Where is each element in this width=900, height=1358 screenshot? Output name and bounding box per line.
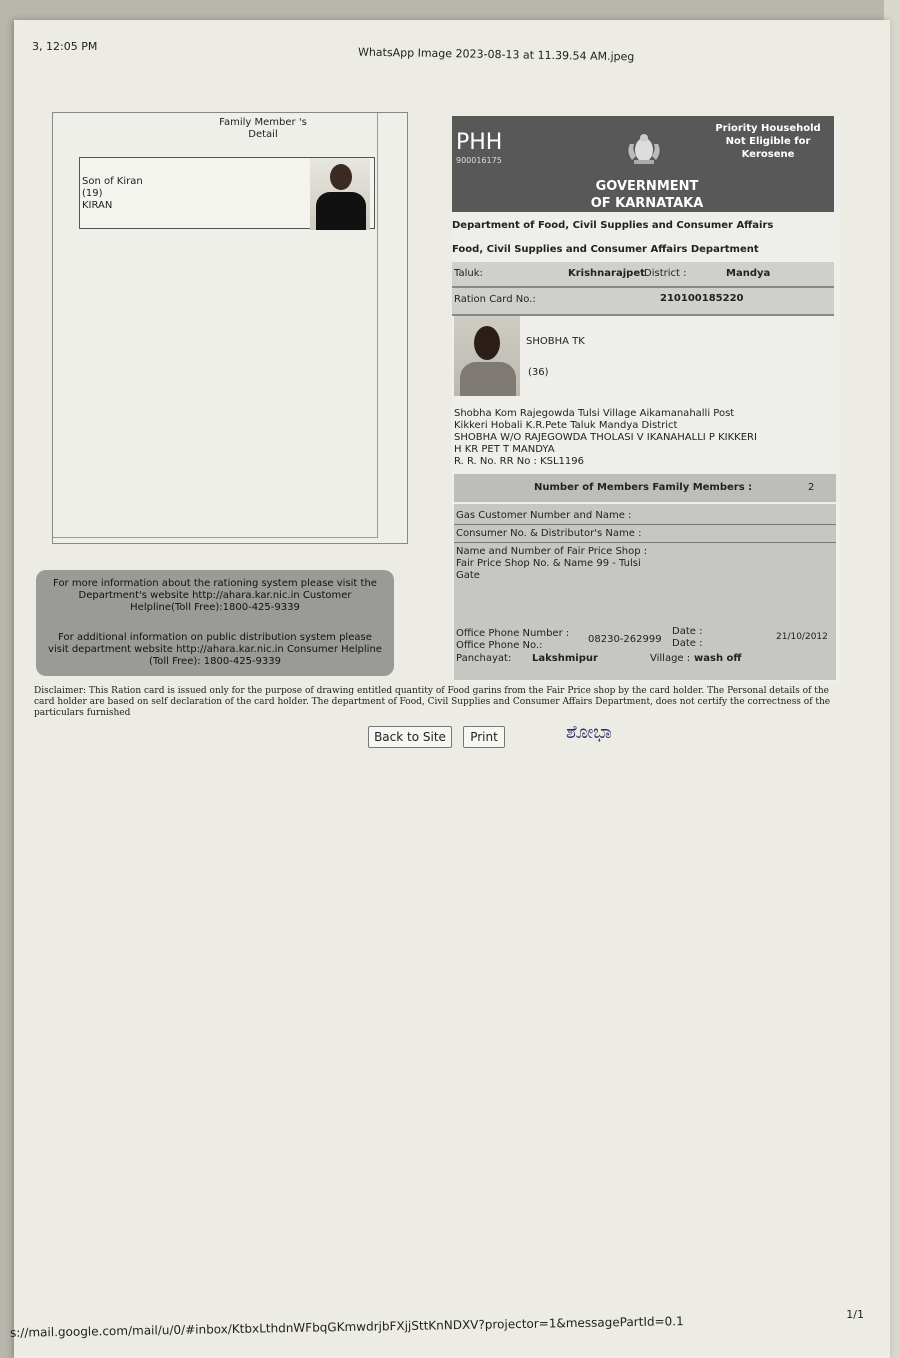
department-line-2: Food, Civil Supplies and Consumer Affairs Department	[452, 244, 759, 255]
back-to-site-button[interactable]: Back to Site	[368, 726, 452, 748]
panchayat-value: Lakshmipur	[532, 653, 598, 664]
consumer-number-label: Consumer No. & Distributor's Name :	[456, 528, 642, 539]
print-button[interactable]: Print	[463, 726, 505, 748]
ration-card	[452, 116, 840, 682]
member-entry	[79, 157, 375, 229]
village-value: wash off	[694, 653, 742, 664]
info-rationing-system: For more information about the rationing system please visit the Department's website http://ahara.kar.nic.in Customer Helpline(Toll Free):1800-425-9339	[53, 578, 377, 613]
divider	[454, 542, 836, 543]
office-phone-number-label: Office Phone Number :	[456, 628, 570, 639]
taluk-row	[452, 262, 834, 286]
family-member-panel	[53, 113, 378, 538]
member-photo-face	[330, 164, 352, 190]
date-labels	[672, 626, 702, 650]
page-number: 1/1	[846, 1308, 864, 1321]
divider	[454, 524, 836, 525]
card-type-number: 900016175	[456, 156, 502, 165]
info-public-distribution: For additional information on public distribution system please visit department website http://ahara.kar.nic.in Consumer Helpline (Toll Free): 1800-425-9339	[48, 632, 382, 667]
address-line: Shobha Kom Rajegowda Tulsi Village Aikamanahalli Post	[454, 408, 735, 419]
family-member-title: Family Member 's Detail	[219, 117, 307, 140]
office-phone-value: 08230-262999	[588, 634, 662, 645]
helpline-info-box	[36, 570, 394, 676]
fair-price-shop	[456, 546, 647, 582]
member-relation: Son of Kiran	[82, 176, 143, 187]
card-holder-address	[454, 408, 757, 468]
office-phone-labels	[456, 628, 569, 652]
members-count-value: 2	[808, 482, 815, 493]
panchayat-label: Panchayat:	[456, 653, 512, 664]
address-line: R. R. No. RR No : KSL1196	[454, 456, 585, 467]
fair-price-shop-extra: Gate	[456, 570, 480, 581]
card-holder-photo-face	[474, 326, 500, 360]
card-holder-name: SHOBHA TK	[526, 336, 585, 347]
print-time: 3, 12:05 PM	[32, 40, 98, 53]
department-line-1: Department of Food, Civil Supplies and Consumer Affairs	[452, 220, 774, 231]
card-holder-age: (36)	[528, 367, 549, 378]
fair-price-shop-value: Fair Price Shop No. & Name 99 - Tulsi	[456, 558, 641, 569]
address-line: H KR PET T MANDYA	[454, 444, 555, 455]
gas-customer-label: Gas Customer Number and Name :	[456, 510, 632, 521]
government-title	[572, 178, 722, 212]
karnataka-emblem-icon	[624, 130, 664, 166]
handwritten-signature: ಶೋಭಾ	[566, 722, 612, 743]
ration-card-label: Ration Card No.:	[454, 294, 536, 305]
office-phone-no-label: Office Phone No.:	[456, 640, 543, 651]
print-title: WhatsApp Image 2023-08-13 at 11.39.54 AM.jpeg	[357, 45, 635, 64]
fair-price-shop-label: Name and Number of Fair Price Shop :	[456, 546, 648, 557]
member-details	[82, 176, 143, 212]
card-header	[452, 116, 834, 212]
card-type: PHH	[456, 130, 503, 155]
member-photo-body	[316, 192, 366, 230]
footer-url: s://mail.google.com/mail/u/0/#inbox/KtbxLthdnWFbqGKmwdrjbFXjjSttKnNDXV?projector=1&messagePartId=0.1	[9, 1314, 684, 1340]
ration-card-number: 210100185220	[660, 293, 744, 304]
address-line: Kikkeri Hobali K.R.Pete Taluk Mandya District	[454, 420, 678, 431]
member-photo	[310, 158, 370, 230]
members-count-label: Number of Members Family Members :	[534, 482, 753, 493]
family-member-card	[52, 112, 408, 544]
card-holder-photo-body	[460, 362, 516, 396]
date-value: 21/10/2012	[776, 632, 828, 642]
member-name: KIRAN	[82, 200, 113, 211]
date-label: Date :	[672, 638, 703, 649]
ration-card-row	[452, 286, 834, 316]
disclaimer-text: Disclaimer: This Ration card is issued only for the purpose of drawing entitled quantity of Food garins from the Fair Price shop by the card holder. The Personal details of the card holder are based on self declaration of the card holder. The department of Food, Civil Supplies and Consumer Affairs Department, does not certify the correctness of the particulars furnished	[34, 686, 831, 718]
village-label: Village :	[650, 653, 691, 664]
date-label: Date :	[672, 626, 703, 637]
government-line1: GOVERNMENT	[595, 179, 699, 194]
taluk-label: Taluk:	[454, 268, 483, 279]
address-line: SHOBHA W/O RAJEGOWDA THOLASI V IKANAHALLI P KIKKERI	[454, 432, 757, 443]
district-label: District :	[644, 268, 687, 279]
card-holder-photo	[454, 316, 520, 396]
member-age: (19)	[82, 188, 103, 199]
taluk-value: Krishnarajpet	[568, 268, 645, 279]
card-lower-section	[454, 504, 836, 680]
government-line2: OF KARNATAKA	[590, 196, 704, 211]
priority-household-note: Priority Household Not Eligible for Kerosene	[715, 123, 821, 160]
members-count-row	[454, 474, 836, 502]
district-value: Mandya	[726, 268, 771, 279]
